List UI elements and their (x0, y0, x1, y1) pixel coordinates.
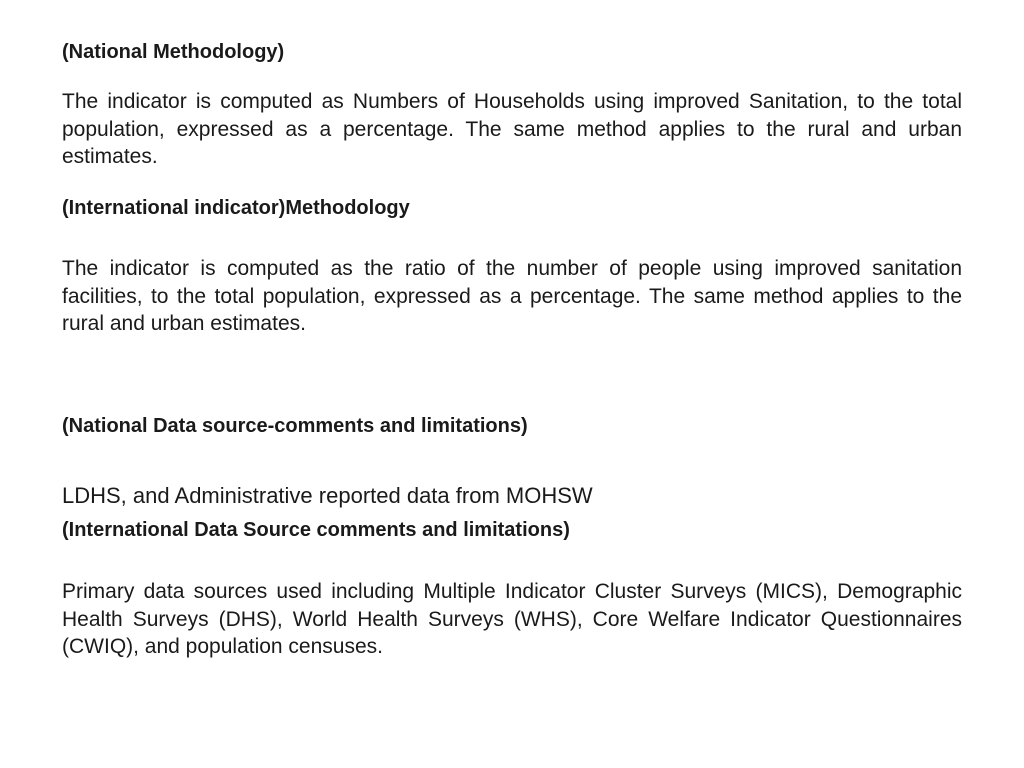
national-methodology-heading: (National Methodology) (62, 41, 285, 63)
international-data-source-heading: (International Data Source comments and limitations) (62, 519, 570, 541)
international-data-source-text: Primary data sources used including Multiple Indicator Cluster Surveys (MICS), Demographic Health Surveys (DHS), World Health Surveys (WHS), Core Welfare Indicator Questionnaires (CWIQ), and population censuses. (62, 580, 962, 658)
international-methodology-heading: (International indicator)Methodology (62, 197, 410, 219)
international-methodology-text: The indicator is computed as the ratio of the number of people using improved sanitation facilities, to the total population, expressed as a percentage. The same method applies to the rural and urban estimates. (62, 257, 962, 335)
national-data-source-text: LDHS, and Administrative reported data from MOHSW (62, 483, 593, 508)
national-data-source-heading: (National Data source-comments and limitations) (62, 415, 528, 437)
national-methodology-text: The indicator is computed as Numbers of Households using improved Sanitation, to the total population, expressed as a percentage. The same method applies to the rural and urban estimates. (62, 90, 962, 168)
